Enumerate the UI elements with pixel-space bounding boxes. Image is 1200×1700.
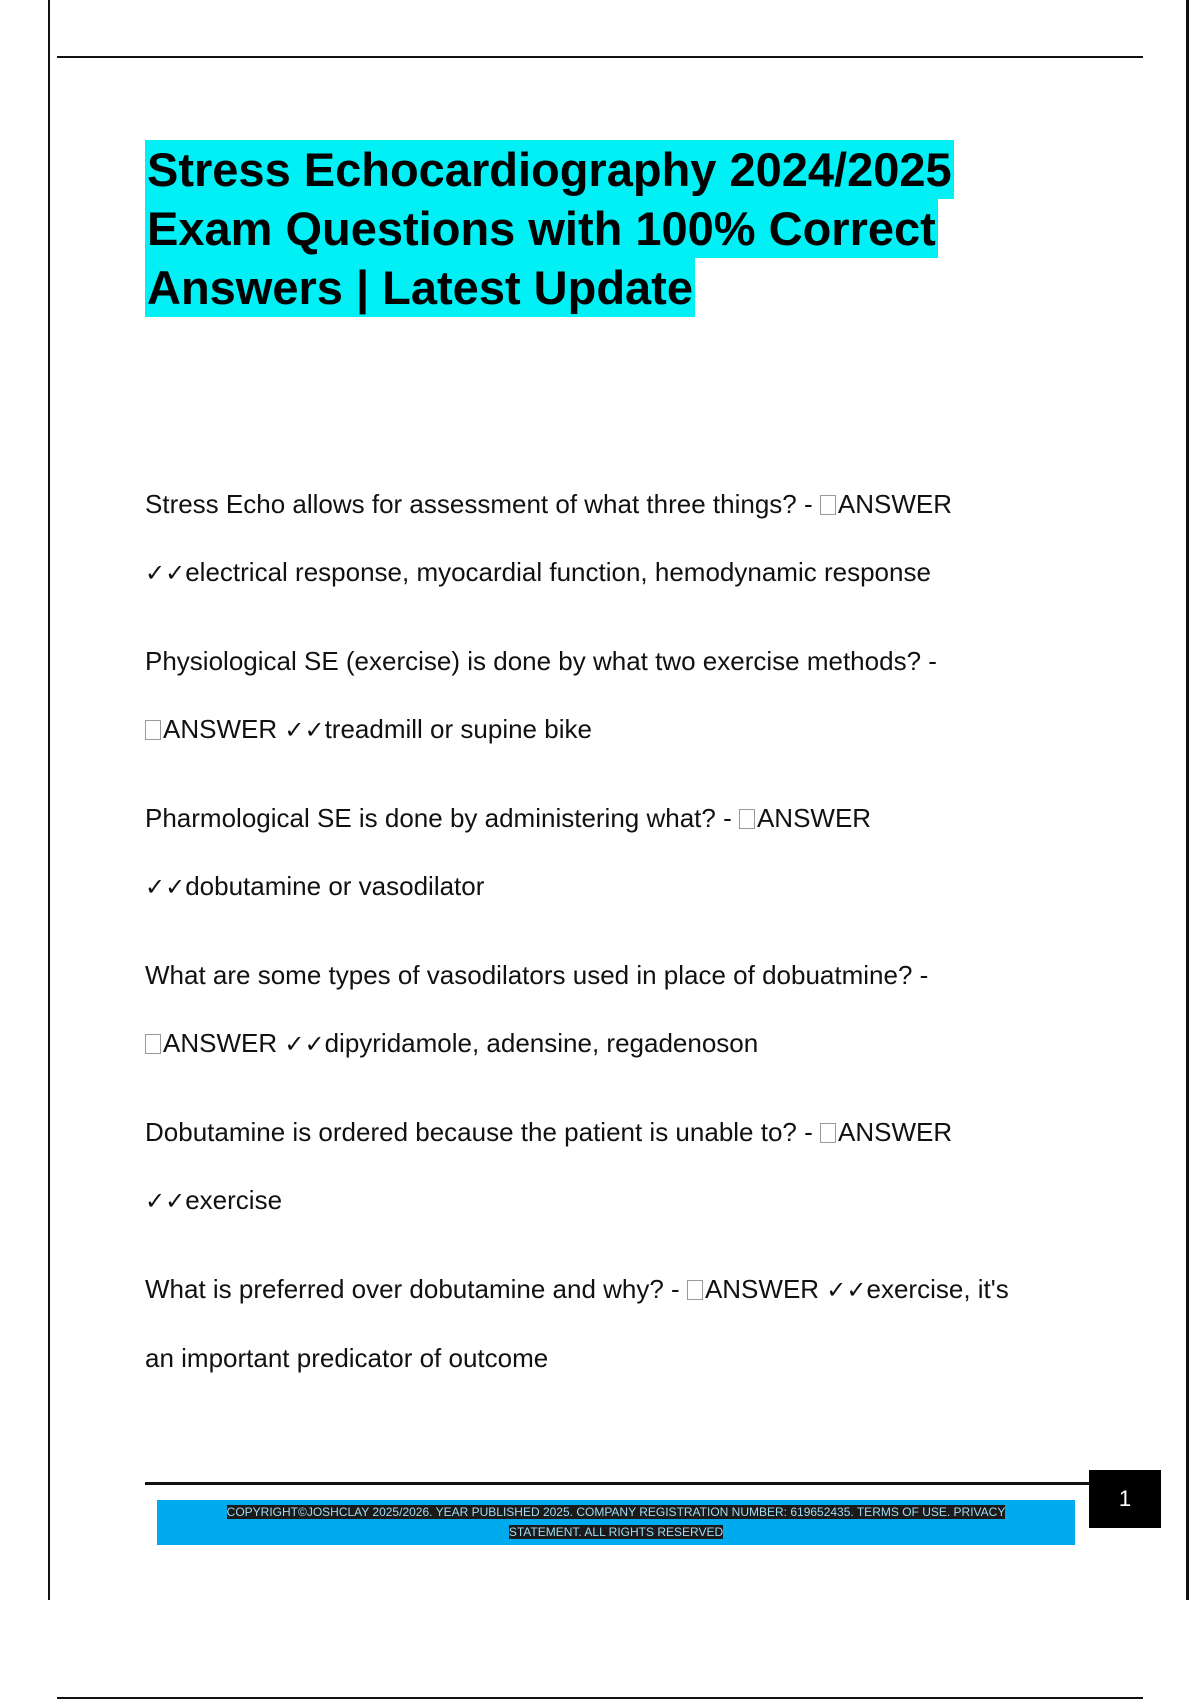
double-check-icon: ✓✓	[284, 1030, 325, 1058]
document-title	[145, 140, 1045, 317]
title-line-1: Stress Echocardiography 2024/2025	[145, 140, 954, 199]
qa-list	[145, 470, 1095, 1412]
double-check-icon: ✓✓	[145, 1187, 186, 1215]
copyright-line-2: STATEMENT. ALL RIGHTS RESERVED	[508, 1525, 724, 1539]
top-rule	[57, 56, 1143, 58]
answer-label: ANSWER	[704, 1274, 820, 1304]
question-line	[145, 1255, 1095, 1324]
qa-item-4	[145, 941, 1095, 1078]
footer-rule	[145, 1482, 1090, 1485]
answer-label: ANSWER	[756, 803, 872, 833]
question-text: Physiological SE (exercise) is done by what two exercise methods? -	[145, 646, 937, 676]
title-line-2: Exam Questions with 100% Correct	[145, 199, 938, 258]
answer-text: an important predicator of outcome	[145, 1343, 549, 1373]
answer-text: electrical response, myocardial function, hemodynamic response	[185, 557, 931, 587]
answer-line	[145, 1009, 1095, 1078]
question-line	[145, 1098, 1095, 1166]
double-check-icon: ✓✓	[284, 716, 325, 744]
question-line	[145, 784, 1095, 852]
answer-label: ANSWER	[163, 1028, 278, 1058]
answer-label: ANSWER	[837, 489, 952, 519]
qa-item-1	[145, 470, 1095, 607]
double-check-icon: ✓✓	[145, 873, 186, 901]
answer-text: exercise, it's	[866, 1274, 1009, 1304]
copyright-footer	[157, 1500, 1075, 1545]
checkbox-glyph-icon	[145, 720, 161, 740]
page-number: 1	[1089, 1470, 1161, 1528]
checkbox-glyph-icon	[739, 809, 755, 829]
checkbox-glyph-icon	[820, 495, 836, 515]
next-page-top-rule	[57, 1697, 1143, 1699]
title-line-3: Answers | Latest Update	[145, 258, 695, 317]
question-text: What are some types of vasodilators used in place of dobuatmine? -	[145, 960, 929, 990]
double-check-icon: ✓✓	[826, 1276, 867, 1304]
qa-item-3	[145, 784, 1095, 921]
answer-label: ANSWER	[837, 1117, 953, 1147]
qa-item-5	[145, 1098, 1095, 1235]
page-gap	[0, 1600, 1200, 1700]
answer-line	[145, 695, 1095, 764]
question-line	[145, 941, 1095, 1009]
copyright-line-1: COPYRIGHT©JOSHCLAY 2025/2026. YEAR PUBLISHED 2025. COMPANY REGISTRATION NUMBER: 619652435. TERMS OF USE. PRIVACY	[226, 1505, 1006, 1519]
double-check-icon: ✓✓	[145, 559, 186, 587]
question-text: What is preferred over dobutamine and why? -	[145, 1274, 687, 1304]
answer-text: treadmill or supine bike	[324, 714, 592, 744]
checkbox-glyph-icon	[820, 1123, 836, 1143]
question-text: Stress Echo allows for assessment of what three things? -	[145, 489, 820, 519]
answer-line	[145, 538, 1095, 607]
qa-item-6	[145, 1255, 1095, 1392]
answer-label: ANSWER	[163, 714, 278, 744]
answer-text: dipyridamole, adensine, regadenoson	[324, 1028, 759, 1058]
checkbox-glyph-icon	[687, 1280, 703, 1300]
question-text: Dobutamine is ordered because the patient is unable to? -	[145, 1117, 820, 1147]
checkbox-glyph-icon	[145, 1034, 161, 1054]
answer-line	[145, 852, 1095, 921]
question-text: Pharmological SE is done by administering what? -	[145, 803, 739, 833]
answer-text: exercise	[185, 1185, 283, 1215]
answer-line	[145, 1324, 1095, 1392]
qa-item-2	[145, 627, 1095, 764]
answer-text: dobutamine or vasodilator	[185, 871, 485, 901]
answer-line	[145, 1166, 1095, 1235]
question-line	[145, 627, 1095, 695]
question-line	[145, 470, 1095, 538]
